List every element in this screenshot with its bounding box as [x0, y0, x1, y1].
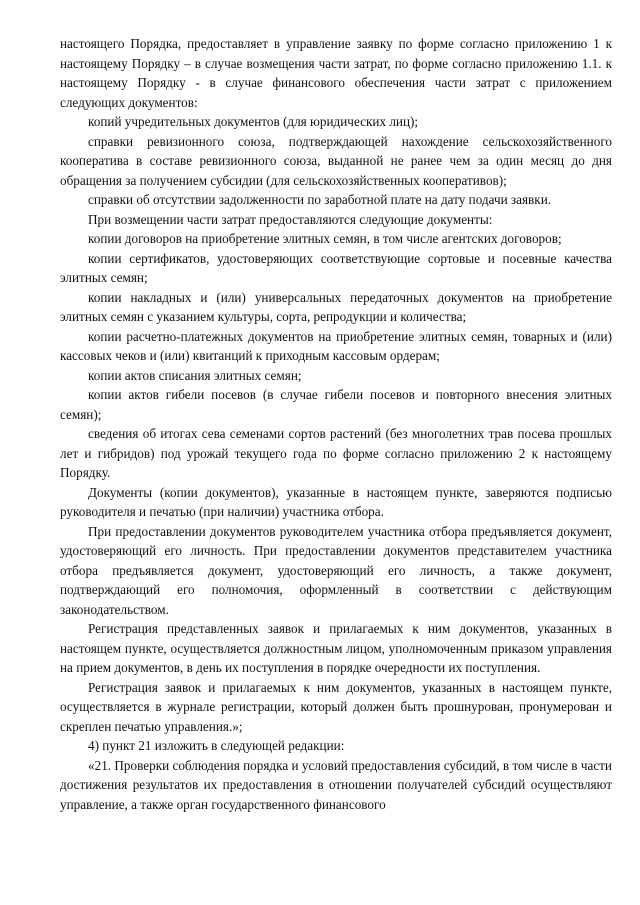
- paragraph-16: Регистрация заявок и прилагаемых к ним документов, указанных в настоящем пункте, осуществляется в журнале регистрации, который должен быть прошнурован, пронумерован и скреплен печатью управления.»;: [60, 679, 612, 734]
- paragraph-17: 4) пункт 21 изложить в следующей редакции:: [88, 738, 345, 753]
- paragraph-4: справки об отсутствии задолженности по заработной плате на дату подачи заявки.: [88, 192, 552, 207]
- paragraph-12: сведения об итогах сева семенами сортов растений (без многолетних трав посева прошлых лет и гибридов) под урожай текущего года по форме согласно приложению 2 к настоящему Порядку.: [60, 426, 612, 480]
- paragraph-11: копии актов гибели посевов (в случае гибели посевов и повторного внесения элитных семян);: [60, 387, 612, 422]
- paragraph-7: копии сертификатов, удостоверяющих соответствующие сортовые и посевные качества элитных семян;: [60, 250, 612, 285]
- paragraph-9: копии расчетно-платежных документов на приобретение элитных семян, товарных и (или) кассовых чеков и (или) квитанций к приходным кассовым ордерам;: [60, 328, 612, 363]
- paragraph-3: справки ревизионного союза, подтверждающей нахождение сельскохозяйственного кооператива в составе ревизионного союза, выданной не ранее чем за один месяц до дня обращения за получением субсидии (для сельскохозяйственных кооперативов);: [60, 133, 612, 188]
- paragraph-15: Регистрация представленных заявок и прилагаемых к ним документов, указанных в настоящем пункте, осуществляется должностным лицом, уполномоченным приказом управления на прием документов, в день их поступления в порядке очередности их поступления.: [60, 621, 612, 675]
- paragraph-13: Документы (копии документов), указанные в настоящем пункте, заверяются подписью руководителя и печатью (при наличии) участника отбора.: [60, 484, 612, 519]
- paragraph-2: копий учредительных документов (для юридических лиц);: [88, 114, 419, 129]
- paragraph-6: копии договоров на приобретение элитных семян, в том числе агентских договоров;: [88, 231, 562, 246]
- paragraph-10: копии актов списания элитных семян;: [88, 367, 302, 383]
- paragraph-8: копии накладных и (или) универсальных передаточных документов на приобретение элитных семян с указанием культуры, сорта, репродукции и количества;: [60, 289, 612, 324]
- paragraph-1: настоящего Порядка, предоставляет в управление заявку по форме согласно приложению 1 к настоящему Порядку – в случае возмещения части затрат, по форме согласно приложению 1.1. к настоящему Порядку - в случае финансового обеспечения части затрат с приложением следующих документов:: [60, 36, 612, 110]
- paragraph-18: «21. Проверки соблюдения порядка и условий предоставления субсидий, в том числе в части достижения результатов их предоставления в отношении получателей субсидий осуществляют управление, а также орган государственного финансового: [60, 757, 612, 812]
- paragraph-5: При возмещении части затрат предоставляются следующие документы:: [88, 211, 493, 227]
- paragraph-14: При предоставлении документов руководителем участника отбора предъявляется документ, удостоверяющий его личность. При предоставлении документов представителем участника отбора предъявляется документ, удостоверяющий его личность, а также документ, подтверждающий его полномочия, оформленный в соответствии с действующим законодательством.: [60, 523, 612, 617]
